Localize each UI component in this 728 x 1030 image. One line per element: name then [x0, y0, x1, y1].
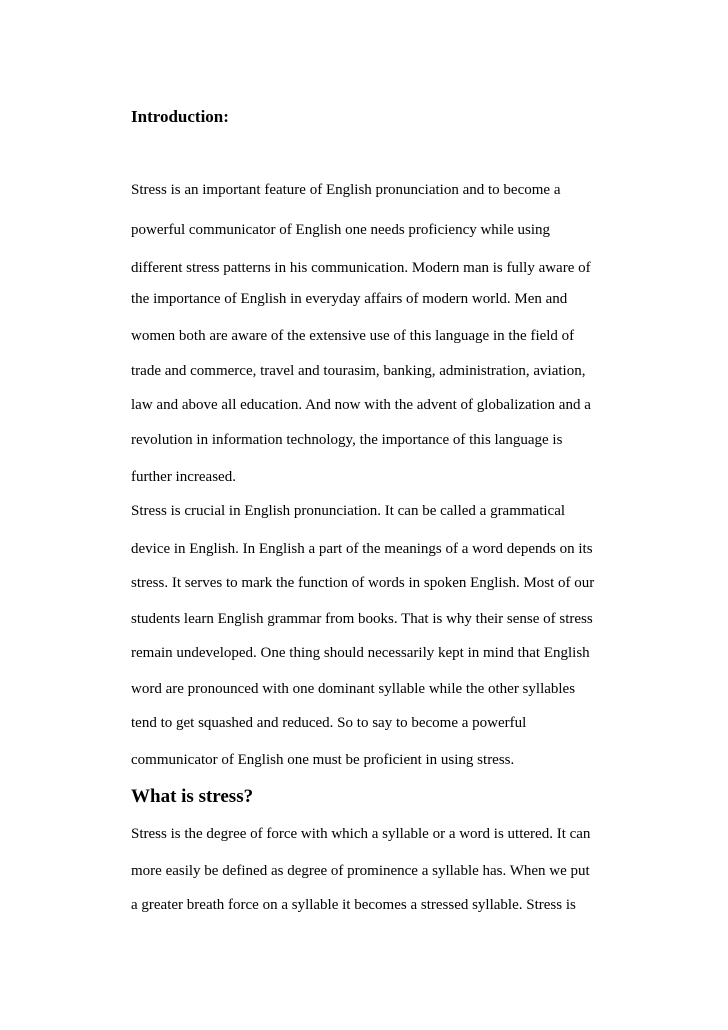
- paragraph-2-line-6: word are pronounced with one dominant syllable while the other syllables: [131, 681, 576, 697]
- paragraph-2-line-3: stress. It serves to mark the function of words in spoken English. Most of our: [131, 575, 595, 591]
- paragraph-1-line-4: the importance of English in everyday affairs of modern world. Men and: [131, 291, 568, 307]
- heading-what-is-stress: What is stress?: [131, 786, 254, 807]
- paragraph-3-line-2: more easily be defined as degree of prominence a syllable has. When we put: [131, 863, 590, 879]
- paragraph-2-line-7: tend to get squashed and reduced. So to say to become a powerful: [131, 715, 527, 731]
- paragraph-1-line-3: different stress patterns in his communication. Modern man is fully aware of: [131, 260, 591, 276]
- paragraph-3-line-3: a greater breath force on a syllable it becomes a stressed syllable. Stress is: [131, 897, 576, 913]
- heading-introduction: Introduction:: [131, 107, 229, 126]
- paragraph-3-line-1: Stress is the degree of force with which a syllable or a word is uttered. It can: [131, 826, 591, 842]
- paragraph-2-line-2: device in English. In English a part of the meanings of a word depends on its: [131, 541, 593, 557]
- paragraph-1-line-1: Stress is an important feature of English pronunciation and to become a: [131, 182, 561, 198]
- paragraph-2-line-8: communicator of English one must be proficient in using stress.: [131, 752, 515, 768]
- paragraph-1-line-2: powerful communicator of English one needs proficiency while using: [131, 222, 551, 238]
- paragraph-2-line-5: remain undeveloped. One thing should necessarily kept in mind that English: [131, 645, 590, 661]
- paragraph-1-line-7: law and above all education. And now with the advent of globalization and a: [131, 397, 591, 413]
- paragraph-2-line-1: Stress is crucial in English pronunciation. It can be called a grammatical: [131, 503, 566, 519]
- paragraph-2-line-4: students learn English grammar from books. That is why their sense of stress: [131, 611, 593, 627]
- paragraph-1-line-9: further increased.: [131, 469, 236, 485]
- paragraph-1-line-8: revolution in information technology, the importance of this language is: [131, 432, 563, 448]
- paragraph-1-line-6: trade and commerce, travel and tourasim, banking, administration, aviation,: [131, 363, 586, 379]
- paragraph-1-line-5: women both are aware of the extensive use of this language in the field of: [131, 328, 575, 344]
